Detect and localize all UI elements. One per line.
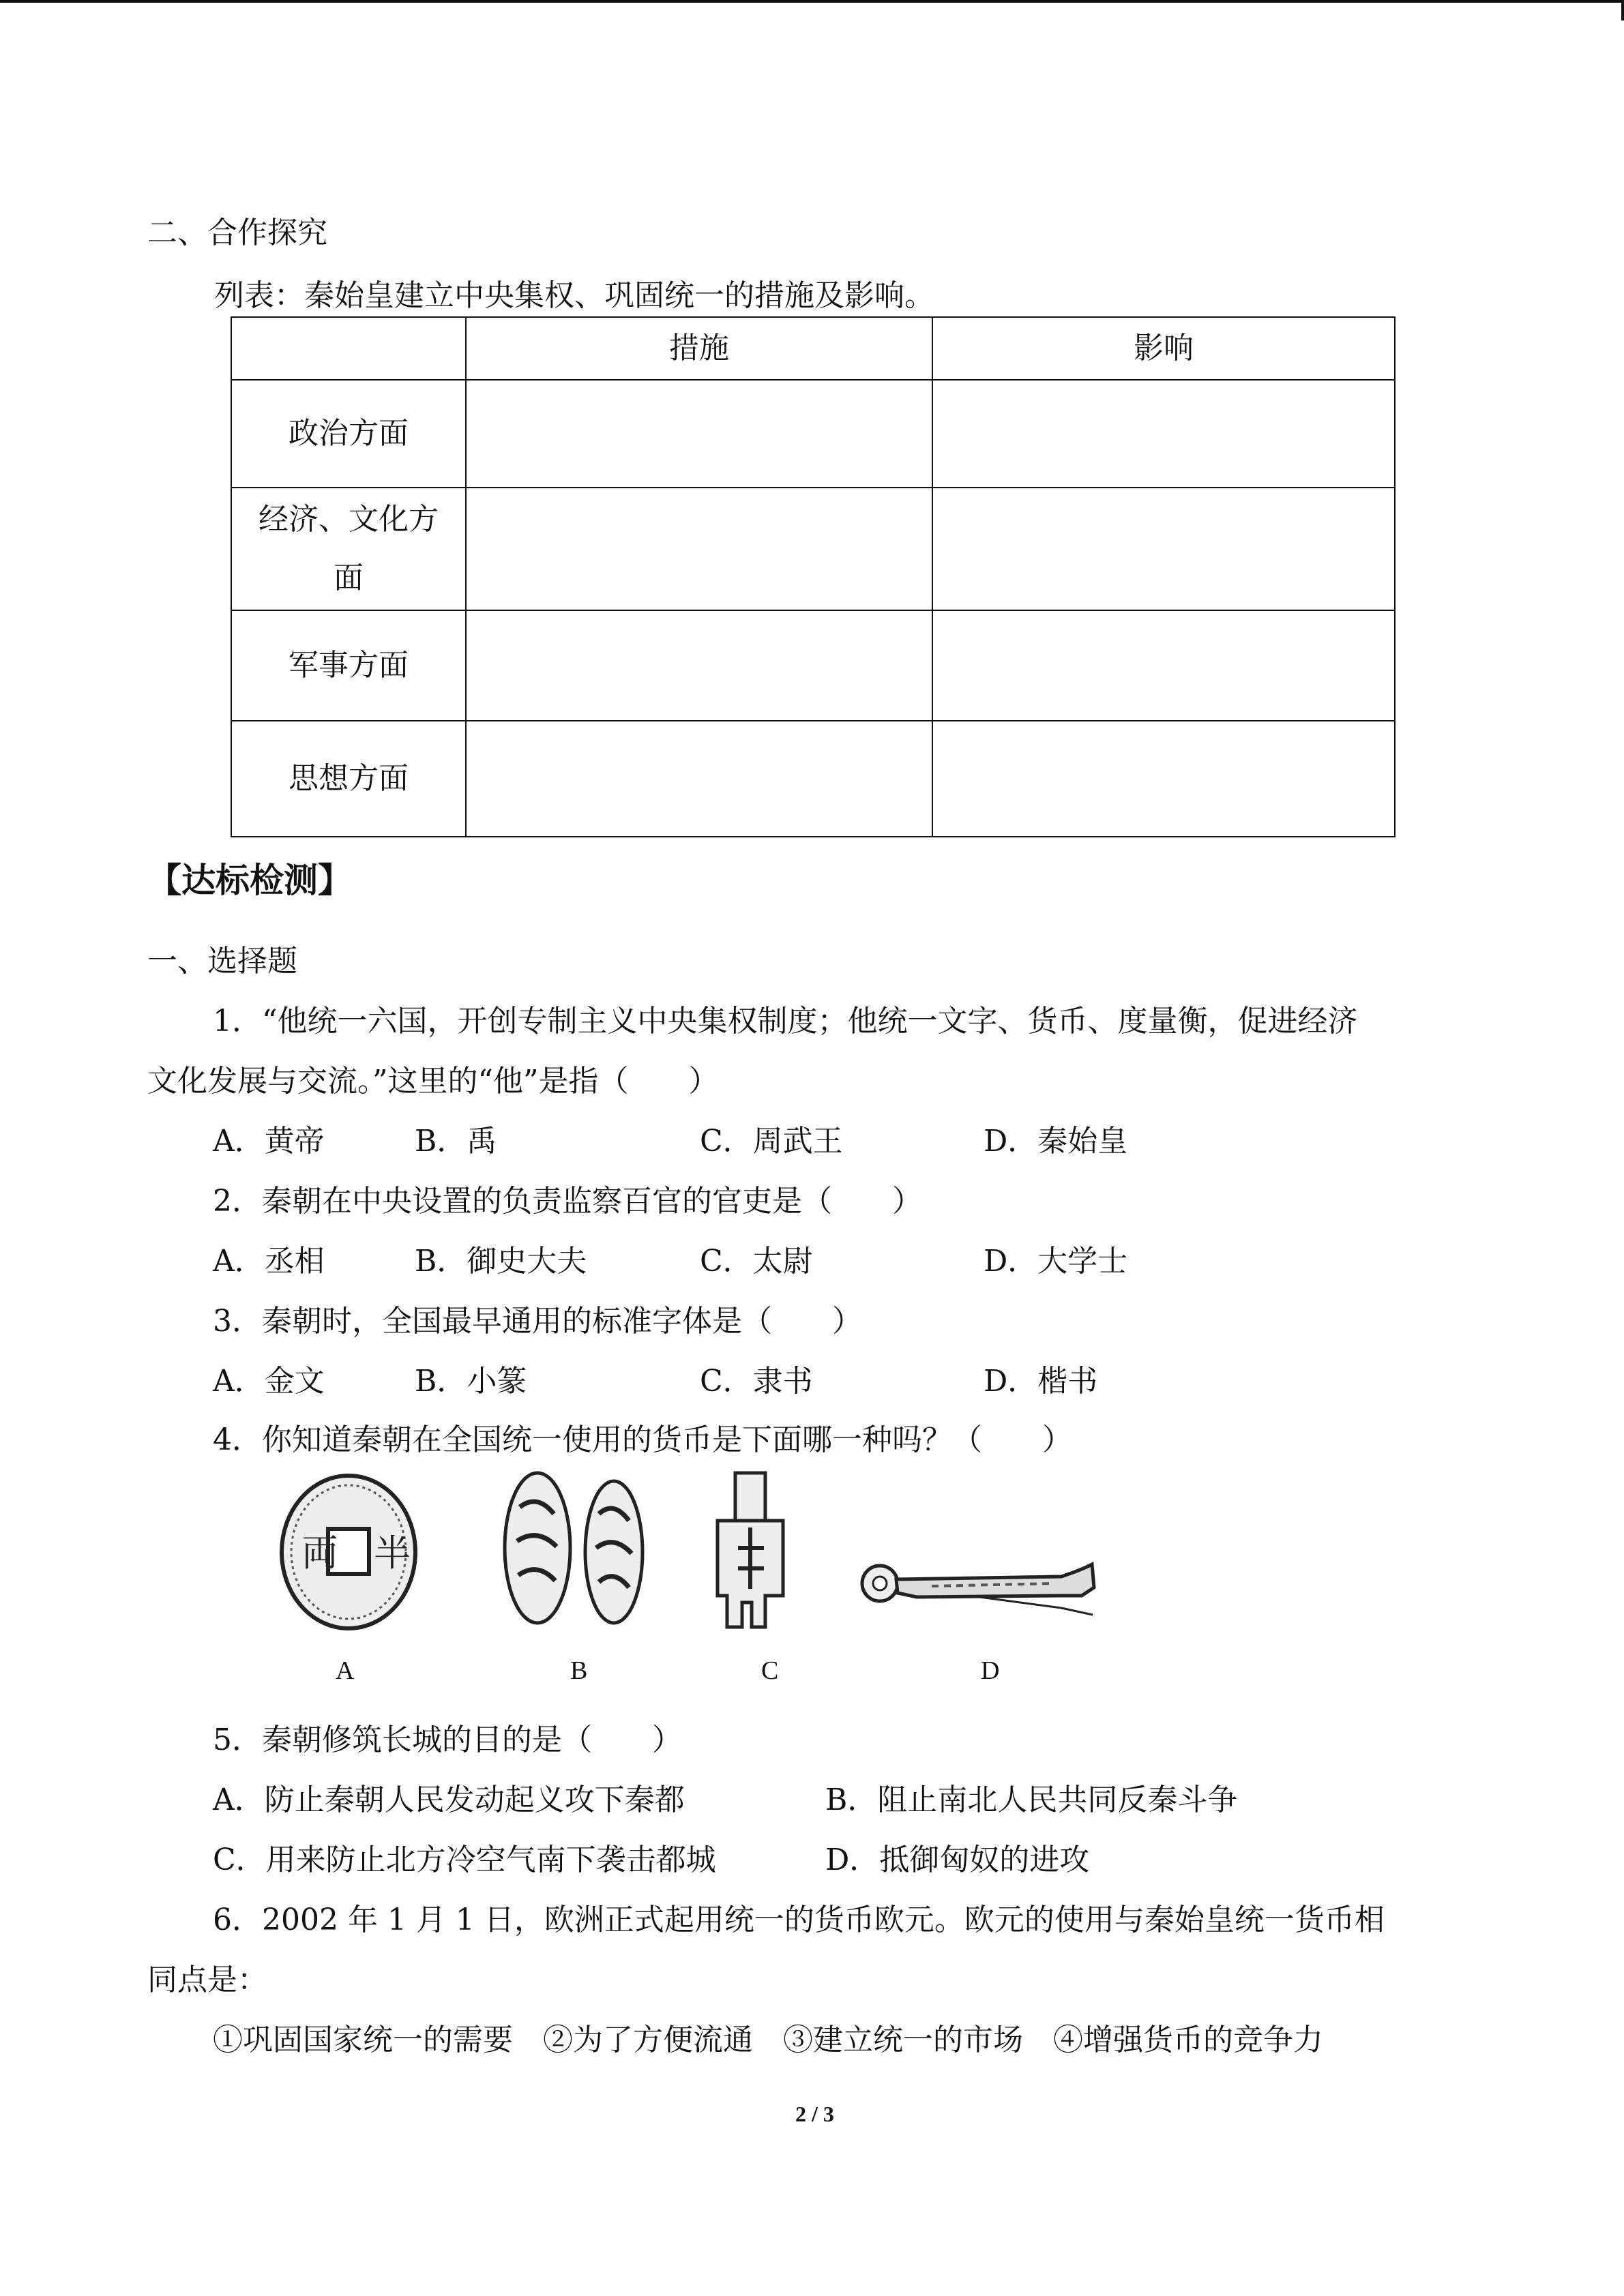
q6-line2: 同点是： (147, 1963, 267, 1997)
row-label-ideology: 思想方面 (231, 721, 466, 837)
row-label-economy-culture-line1: 经济、文化方 (259, 502, 439, 537)
table-row-military (231, 610, 1395, 721)
round-coin-icon[interactable] (277, 1470, 420, 1634)
cell-economy-impact[interactable] (932, 488, 1395, 610)
table-row-economy-culture (231, 488, 1395, 610)
row-label-economy-culture (231, 488, 466, 610)
row-label-economy-culture-line2: 面 (334, 561, 364, 595)
q5-option-a[interactable]: A．防止秦朝人民发动起义攻下秦都 (213, 1783, 685, 1817)
q1-line2: 文化发展与交流。”这里的“他”是指（ ） (147, 1064, 719, 1099)
table-header-impact: 影响 (932, 317, 1395, 380)
measures-table (231, 316, 1396, 837)
svg-text:両: 両 (301, 1532, 338, 1575)
table-row-politics (231, 380, 1395, 488)
svg-text:半: 半 (374, 1532, 411, 1575)
q1-option-d[interactable]: D．秦始皇 (984, 1124, 1128, 1159)
q5-option-c[interactable]: C．用来防止北方冷空气南下袭击都城 (213, 1843, 716, 1877)
table-row-ideology (231, 721, 1395, 837)
coin-label-b: B (570, 1656, 588, 1685)
q2-option-b[interactable]: B．御史大夫 (415, 1244, 587, 1279)
q5-option-d[interactable]: D．抵御匈奴的进攻 (825, 1843, 1090, 1877)
cell-military-impact[interactable] (932, 610, 1395, 721)
subheading-choice: 一、选择题 (147, 944, 297, 979)
page-right-border (1621, 0, 1624, 20)
table-header-measure: 措施 (466, 317, 932, 380)
section-heading-cooperation: 二、合作探究 (147, 215, 327, 250)
table-header-row (231, 317, 1395, 380)
q1-option-b[interactable]: B．禹 (415, 1124, 497, 1159)
spade-coin-icon[interactable] (703, 1466, 805, 1637)
q2-option-c[interactable]: C．太尉 (700, 1244, 813, 1279)
cell-politics-impact[interactable] (932, 380, 1395, 488)
q2-text: 2．秦朝在中央设置的负责监察百官的官吏是（ ） (213, 1184, 922, 1219)
q1-line1: 1．“他统一六国，开创专制主义中央集权制度；他统一文字、货币、度量衡，促进经济 (213, 1004, 1358, 1039)
q3-option-c[interactable]: C．隶书 (700, 1364, 813, 1399)
q3-option-b[interactable]: B．小篆 (415, 1364, 527, 1399)
q5-text: 5．秦朝修筑长城的目的是（ ） (213, 1723, 682, 1757)
q2-option-d[interactable]: D．大学士 (984, 1244, 1128, 1279)
q5-option-b[interactable]: B．阻止南北人民共同反秦斗争 (825, 1783, 1238, 1817)
q2-option-a[interactable]: A．丞相 (213, 1244, 325, 1279)
row-label-politics: 政治方面 (231, 380, 466, 488)
coin-label-d: D (981, 1656, 1000, 1685)
q1-option-c[interactable]: C．周武王 (700, 1124, 843, 1159)
cell-ideology-measure[interactable] (466, 721, 932, 837)
knife-coin-icon[interactable] (857, 1556, 1102, 1631)
coin-label-a: A (336, 1656, 355, 1685)
coin-label-c: C (761, 1656, 779, 1685)
shell-coins-icon[interactable] (486, 1466, 663, 1630)
cell-ideology-impact[interactable] (932, 721, 1395, 837)
page-number: 2 / 3 (795, 2102, 834, 2126)
cell-military-measure[interactable] (466, 610, 932, 721)
page-top-border (0, 0, 1623, 3)
section-heading-test: 【达标检测】 (147, 860, 352, 900)
q4-text: 4．你知道秦朝在全国统一使用的货币是下面哪一种吗？（ ） (213, 1422, 1072, 1457)
cell-economy-measure[interactable] (466, 488, 932, 610)
q3-text: 3．秦朝时，全国最早通用的标准字体是（ ） (213, 1304, 862, 1339)
cell-politics-measure[interactable] (466, 380, 932, 488)
table-intro: 列表：秦始皇建立中央集权、巩固统一的措施及影响。 (214, 278, 934, 313)
q3-option-d[interactable]: D．楷书 (984, 1364, 1098, 1399)
q1-option-a[interactable]: A．黄帝 (213, 1124, 325, 1159)
q6-statements: ①巩固国家统一的需要 ②为了方便流通 ③建立统一的市场 ④增强货币的竞争力 (213, 2023, 1323, 2057)
q6-line1: 6．2002 年 1 月 1 日，欧洲正式起用统一的货币欧元。欧元的使用与秦始皇统一货币相 (213, 1903, 1385, 1937)
row-label-military: 军事方面 (231, 610, 466, 721)
table-header-blank (231, 317, 466, 380)
q3-option-a[interactable]: A．金文 (213, 1364, 325, 1399)
